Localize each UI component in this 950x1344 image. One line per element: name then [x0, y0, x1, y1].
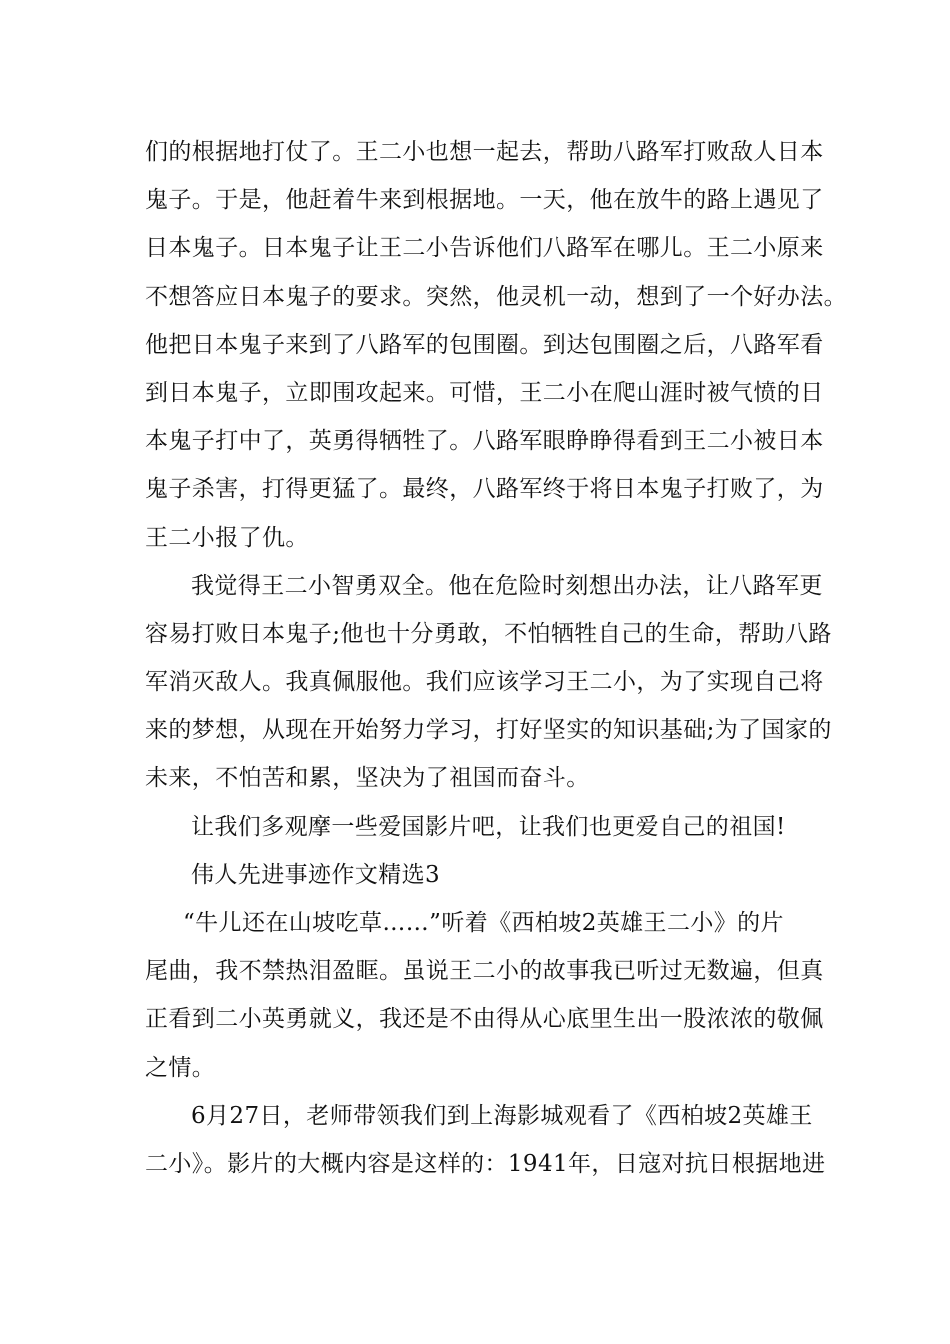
paragraph-first-line: 让我们多观摩一些爱国影片吧，让我们也更爱自己的祖国! [191, 813, 786, 840]
document-body [145, 128, 847, 1188]
text-line: 他把日本鬼子来到了八路军的包围圈。到达包围圈之后，八路军看 [145, 331, 824, 358]
text-line: 容易打败日本鬼子;他也十分勇敢，不怕牺牲自己的生命，帮助八路 [145, 620, 832, 647]
text-line: 鬼子。于是，他赶着牛来到根据地。一天，他在放牛的路上遇见了 [145, 187, 824, 214]
paragraph-first-line: 6月27日，老师带领我们到上海影城观看了《西柏坡2英雄王 [191, 1102, 813, 1129]
text-line: 正看到二小英勇就义，我还是不由得从心底里生出一股浓浓的敬佩 [145, 1006, 824, 1033]
text-line: 来的梦想，从现在开始努力学习，打好坚实的知识基础;为了国家的 [145, 717, 832, 744]
text-line: 尾曲，我不禁热泪盈眶。虽说王二小的故事我已听过无数遍，但真 [145, 958, 824, 985]
text-line: 军消灭敌人。我真佩服他。我们应该学习王二小，为了实现自己将 [145, 669, 824, 696]
text-line: 本鬼子打中了，英勇得牺牲了。八路军眼睁睁得看到王二小被日本 [145, 428, 824, 455]
text-line: 们的根据地打仗了。王二小也想一起去，帮助八路军打败敌人日本 [145, 139, 824, 165]
text-line: 不想答应日本鬼子的要求。突然，他灵机一动，想到了一个好办法。 [145, 283, 847, 310]
text-line: 日本鬼子。日本鬼子让王二小告诉他们八路军在哪儿。王二小原来 [145, 235, 824, 262]
paragraph-first-line: “牛儿还在山坡吃草……”听着《西柏坡2英雄王二小》的片 [183, 910, 784, 936]
text-line: 王二小报了仇。 [145, 524, 309, 551]
paragraph-first-line: 我觉得王二小智勇双全。他在危险时刻想出办法，让八路军更 [191, 572, 823, 599]
text-line: 之情。 [145, 1054, 216, 1081]
section-heading: 伟人先进事迹作文精选3 [191, 861, 441, 888]
text-line: 鬼子杀害，打得更猛了。最终，八路军终于将日本鬼子打败了，为 [145, 476, 824, 503]
text-line: 未来，不怕苦和累，坚决为了祖国而奋斗。 [145, 765, 590, 792]
text-line: 到日本鬼子，立即围攻起来。可惜，王二小在爬山涯时被气愤的日 [145, 379, 824, 406]
text-line: 二小》。影片的大概内容是这样的：1941年，日寇对抗日根据地进 [145, 1150, 826, 1177]
